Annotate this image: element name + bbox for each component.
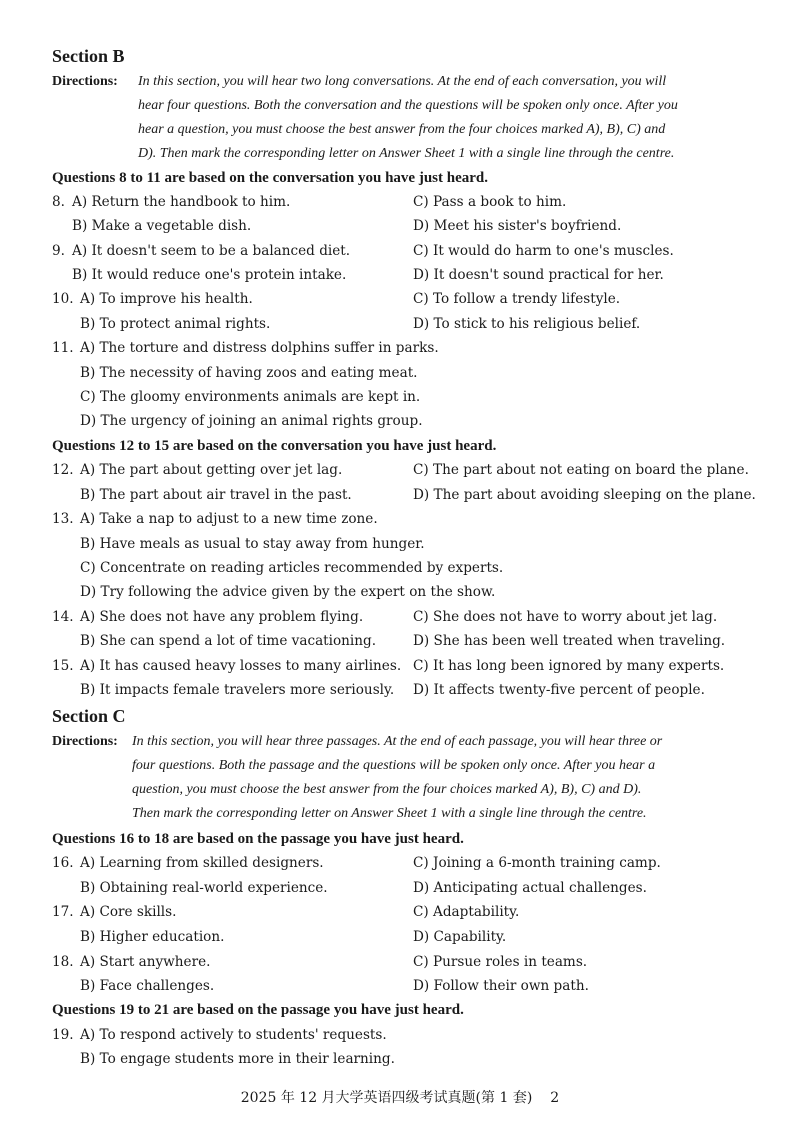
question-number: 19. [52, 1027, 74, 1043]
option-c: C) Joining a 6-month training camp. [413, 855, 661, 871]
question-11-row-4 [0, 413, 800, 435]
question-12-row-1 [0, 462, 800, 484]
question-13-row-2 [0, 536, 800, 558]
question-18-row-1 [0, 954, 800, 976]
question-number: 9. [52, 243, 65, 259]
option-d: D) To stick to his religious belief. [413, 316, 641, 332]
question-12-row-2 [0, 487, 800, 509]
question-15-row-1 [0, 658, 800, 680]
question-group-heading: Questions 16 to 18 are based on the passage you have just heard. [52, 831, 464, 847]
question-10-row-1 [0, 291, 800, 313]
option-d: D) Follow their own path. [413, 978, 589, 994]
question-17-row-1 [0, 904, 800, 926]
question-number: 18. [52, 954, 74, 970]
question-10-row-2 [0, 316, 800, 338]
option-d: D) Meet his sister's boyfriend. [413, 218, 622, 234]
question-19-row-2 [0, 1051, 800, 1073]
question-8-row-2 [0, 218, 800, 240]
option-d: D) The urgency of joining an animal rights group. [80, 413, 423, 429]
page-footer [0, 1087, 800, 1107]
directions-line: In this section, you will hear two long conversations. At the end of each conversation, you will [138, 74, 667, 89]
option-a: A) The part about getting over jet lag. [80, 462, 343, 478]
section-c-title: Section C [52, 706, 126, 726]
option-b: B) It would reduce one's protein intake. [72, 267, 347, 283]
question-number: 8. [52, 194, 65, 210]
option-a: A) To improve his health. [80, 291, 253, 307]
question-13-row-3 [0, 560, 800, 582]
option-c: C) To follow a trendy lifestyle. [413, 291, 621, 307]
question-number: 14. [52, 609, 74, 625]
question-9-row-1 [0, 243, 800, 265]
section-b-title: Section B [52, 46, 125, 66]
directions-line: D). Then mark the corresponding letter on Answer Sheet 1 with a single line through the centre. [138, 146, 675, 161]
option-a: A) The torture and distress dolphins suffer in parks. [80, 340, 439, 356]
question-14-row-1 [0, 609, 800, 631]
question-number: 12. [52, 462, 74, 478]
question-15-row-2 [0, 682, 800, 704]
option-c: C) The part about not eating on board the plane. [413, 462, 749, 478]
question-8-row-1 [0, 194, 800, 216]
option-a: A) It doesn't seem to be a balanced diet. [72, 243, 351, 259]
option-a: A) Learning from skilled designers. [80, 855, 324, 871]
option-c: C) It would do harm to one's muscles. [413, 243, 674, 259]
option-d: D) The part about avoiding sleeping on the plane. [413, 487, 756, 503]
option-c: C) The gloomy environments animals are kept in. [80, 389, 421, 405]
question-number: 10. [52, 291, 74, 307]
option-b: B) Make a vegetable dish. [72, 218, 252, 234]
question-9-row-2 [0, 267, 800, 289]
option-d: D) She has been well treated when traveling. [413, 633, 726, 649]
directions-label: Directions: [52, 734, 118, 749]
question-11-row-3 [0, 389, 800, 411]
option-a: A) Return the handbook to him. [72, 194, 291, 210]
question-14-row-2 [0, 633, 800, 655]
option-b: B) It impacts female travelers more seriously. [80, 682, 395, 698]
question-number: 16. [52, 855, 74, 871]
question-11-row-2 [0, 365, 800, 387]
option-d: D) Capability. [413, 929, 507, 945]
question-number: 15. [52, 658, 74, 674]
question-group-heading: Questions 8 to 11 are based on the conversation you have just heard. [52, 170, 488, 186]
option-c: C) She does not have to worry about jet lag. [413, 609, 718, 625]
option-b: B) The necessity of having zoos and eating meat. [80, 365, 418, 381]
option-a: A) To respond actively to students' requests. [80, 1027, 387, 1043]
option-b: B) Face challenges. [80, 978, 215, 994]
directions-line: hear four questions. Both the conversation and the questions will be spoken only once. After you [138, 98, 678, 113]
option-c: C) Adaptability. [413, 904, 520, 920]
directions-line: four questions. Both the passage and the questions will be spoken only once. After you hear a [132, 758, 656, 773]
directions-line: Then mark the corresponding letter on Answer Sheet 1 with a single line through the centre. [132, 806, 647, 821]
question-17-row-2 [0, 929, 800, 951]
option-c: C) Pursue roles in teams. [413, 954, 588, 970]
question-19-row-1 [0, 1027, 800, 1049]
option-c: C) It has long been ignored by many experts. [413, 658, 725, 674]
option-b: B) Higher education. [80, 929, 225, 945]
option-b: B) She can spend a lot of time vacationing. [80, 633, 377, 649]
question-16-row-2 [0, 880, 800, 902]
footer-title: 2025 年 12 月大学英语四级考试真题(第 1 套) [240, 1090, 533, 1106]
question-group-heading: Questions 19 to 21 are based on the passage you have just heard. [52, 1002, 464, 1018]
question-number: 17. [52, 904, 74, 920]
option-b: B) Have meals as usual to stay away from hunger. [80, 536, 425, 552]
option-d: D) Anticipating actual challenges. [413, 880, 647, 896]
question-13-row-1 [0, 511, 800, 533]
question-13-row-4 [0, 584, 800, 606]
question-18-row-2 [0, 978, 800, 1000]
option-c: C) Pass a book to him. [413, 194, 567, 210]
option-a: A) Start anywhere. [80, 954, 211, 970]
option-a: A) Core skills. [80, 904, 177, 920]
option-a: A) It has caused heavy losses to many airlines. [80, 658, 402, 674]
question-group-heading: Questions 12 to 15 are based on the conversation you have just heard. [52, 438, 497, 454]
question-number: 11. [52, 340, 74, 356]
option-b: B) Obtaining real-world experience. [80, 880, 328, 896]
directions-line: question, you must choose the best answer from the four choices marked A), B), C) and D). [132, 782, 642, 797]
option-a: A) Take a nap to adjust to a new time zone. [80, 511, 378, 527]
option-d: D) It doesn't sound practical for her. [413, 267, 664, 283]
directions-line: In this section, you will hear three passages. At the end of each passage, you will hear three or [132, 734, 663, 749]
option-b: B) To engage students more in their learning. [80, 1051, 395, 1067]
page-number: 2 [550, 1090, 560, 1106]
directions-label: Directions: [52, 74, 118, 89]
option-d: D) It affects twenty-five percent of people. [413, 682, 705, 698]
option-b: B) To protect animal rights. [80, 316, 271, 332]
question-11-row-1 [0, 340, 800, 362]
option-a: A) She does not have any problem flying. [80, 609, 364, 625]
option-b: B) The part about air travel in the past. [80, 487, 352, 503]
option-c: C) Concentrate on reading articles recommended by experts. [80, 560, 504, 576]
question-number: 13. [52, 511, 74, 527]
directions-line: hear a question, you must choose the best answer from the four choices marked A), B), C) and [138, 122, 666, 137]
option-d: D) Try following the advice given by the expert on the show. [80, 584, 496, 600]
question-16-row-1 [0, 855, 800, 877]
